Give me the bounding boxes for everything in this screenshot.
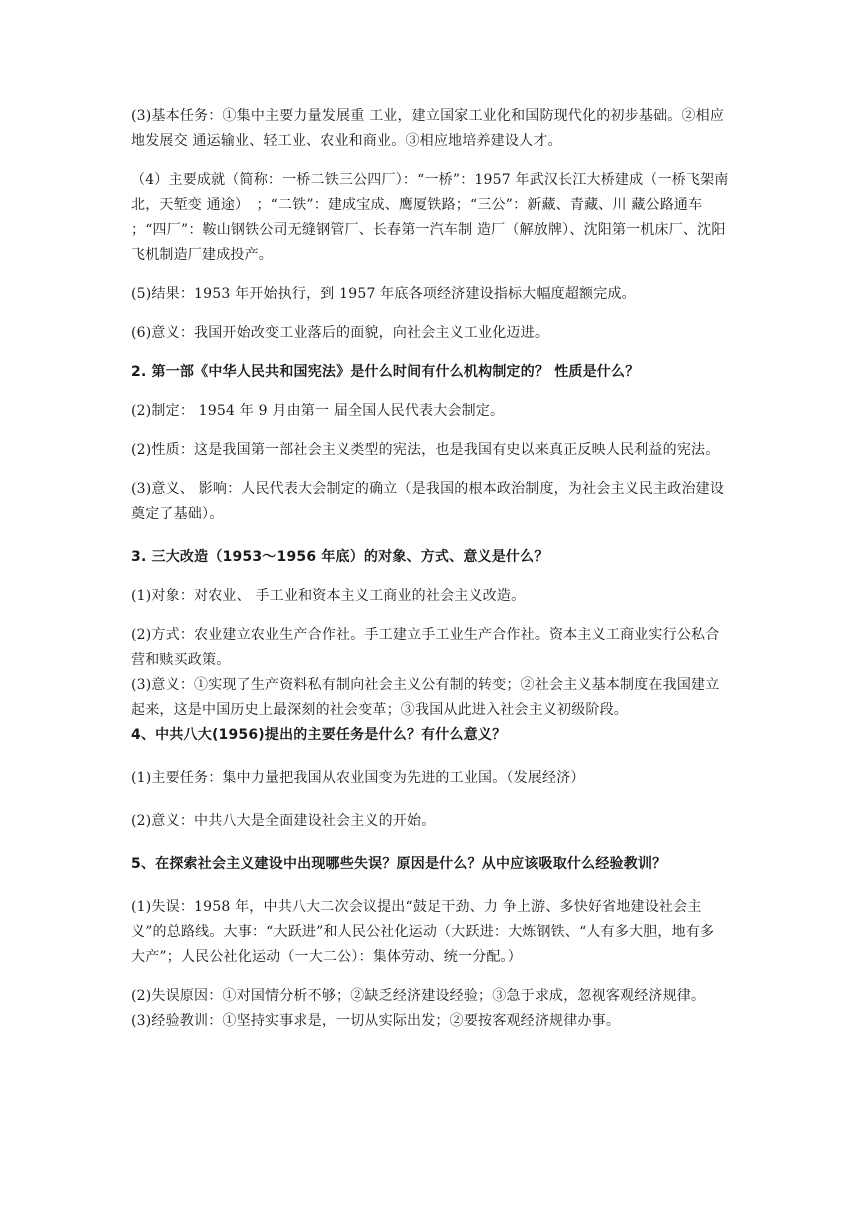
mistakes-paragraph: (1)失误：1958 年，中共八大二次会议提出“鼓足干劲、力 争上游、多快好省地建设社会主义”的总路线。大事：“大跃进”和人民公社化运动（大跃进：大炼钢铁、“人有多大胆，地有多 大产”；人民公社化运动（一大二公）：集体劳动、统一分配。） <box>131 899 715 965</box>
eighth-congress-task-paragraph: (1)主要任务：集中力量把我国从农业国变为先进的工业国。（发展经济） <box>131 770 585 786</box>
constitution-significance-paragraph: (3)意义、 影响：人民代表大会制定的确立（是我国的根本政治制度，为社会主义民主政治建设奠定了基础）。 <box>131 481 725 522</box>
mistake-causes-paragraph: (2)失误原因：①对国情分析不够；②缺乏经济建设经验；③急于求成，忽视客观经济规律。 <box>131 988 706 1004</box>
main-achievements-paragraph: （4）主要成就（简称：一桥二铁三公四厂）：“一桥”：1957 年武汉长江大桥建成（一桥飞架南北，天堑变 通途） ；“二铁”：建成宝成、鹰厦铁路；“三公”：新藏、青藏、川 藏公路通车 ；“四厂”：鞍山钢铁公司无缝钢管厂、长春第一汽车制 造厂（解放牌）、沈阳第一机床厂、沈阳飞机制造厂建成投产。 <box>131 172 729 263</box>
result-paragraph: (5)结果：1953 年开始执行，到 1957 年底各项经济建设指标大幅度超额完成。 <box>131 286 636 302</box>
lessons-paragraph: (3)经验教训：①坚持实事求是，一切从实际出发；②要按客观经济规律办事。 <box>131 1013 621 1029</box>
significance-paragraph: (6)意义：我国开始改变工业落后的面貌，向社会主义工业化迈进。 <box>131 325 550 341</box>
constitution-nature-paragraph: (2)性质：这是我国第一部社会主义类型的宪法，也是我国有史以来真正反映人民利益的宪法。 <box>131 442 720 458</box>
question-4-heading: 4、中共八大(1956)提出的主要任务是什么？有什么意义？ <box>131 727 507 743</box>
question-5-heading: 5、在探索社会主义建设中出现哪些失误？原因是什么？从中应该吸取什么经验教训？ <box>131 856 667 872</box>
document-body <box>131 104 733 1034</box>
question-3-heading: 3. 三大改造（1953～1956 年底）的对象、方式、意义是什么？ <box>131 549 549 565</box>
transformation-significance-paragraph: (3)意义：①实现了生产资料私有制向社会主义公有制的转变；②社会主义基本制度在我国建立起来，这是中国历史上最深刻的社会变革；③我国从此进入社会主义初级阶段。 <box>131 677 720 718</box>
question-2-heading: 2. 第一部《中华人民共和国宪法》是什么时间有什么机构制定的？ 性质是什么？ <box>131 364 640 380</box>
basic-tasks-paragraph: (3)基本任务：①集中主要力量发展重 工业，建立国家工业化和国防现代化的初步基础。②相应地发展交 通运输业、轻工业、农业和商业。③相应地培养建设人才。 <box>131 108 725 149</box>
transformation-method-paragraph: (2)方式：农业建立农业生产合作社。手工建立手工业生产合作社。资本主义工商业实行公私合营和赎买政策。 <box>131 627 720 668</box>
transformation-object-paragraph: (1)对象：对农业、 手工业和资本主义工商业的社会主义改造。 <box>131 588 526 604</box>
constitution-enactment-paragraph: (2)制定： 1954 年 9 月由第一 届全国人民代表大会制定。 <box>131 403 505 419</box>
eighth-congress-significance-paragraph: (2)意义：中共八大是全面建设社会主义的开始。 <box>131 813 436 829</box>
